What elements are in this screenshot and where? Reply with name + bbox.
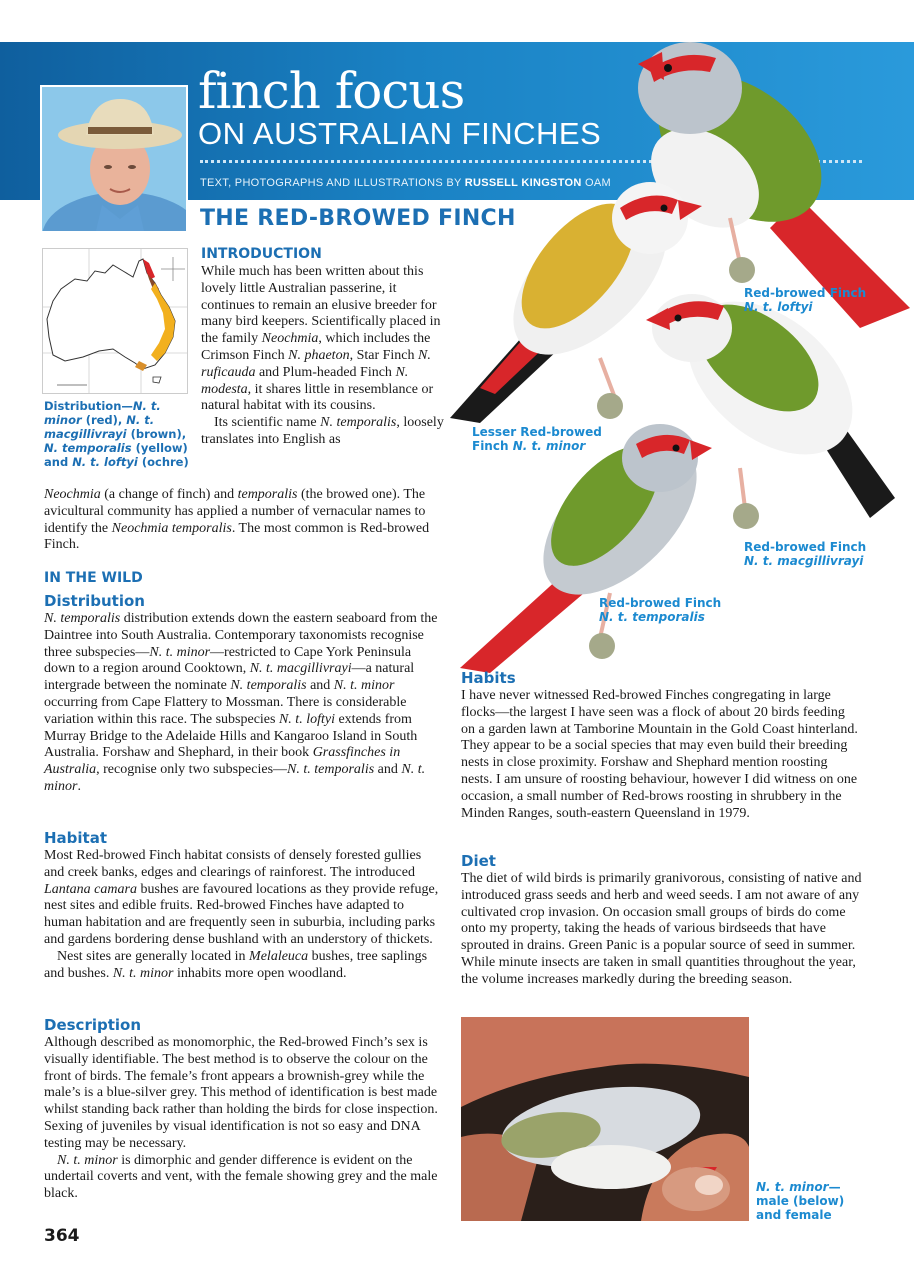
caption-macgillivrayi xyxy=(744,540,904,568)
hand-held-finch-photo xyxy=(461,1017,749,1221)
article-title: THE RED-BROWED FINCH xyxy=(200,206,516,231)
distribution-text: N. temporalis distribution extends down the eastern seaboard from the Daintree into South Australia. Contemporary taxonomists recognise three subspecies—N. t. minor—restricted to Cape York Peninsula down to a region around Cooktown, N. t. macgillivrayi—a natural intergrade between the nominate N. temporalis and N. t. minor occurring from Cape Flattery to Mossman. There is considerable variation within this race. The subspecies N. t. loftyi extends from Murray Bridge to the Adelaide Hills and Kangaroo Island in South Australia. Forshaw and Shephard, in their book Grassfinches in Australia, recognise only two subspecies—N. t. temporalis and N. t. minor. xyxy=(44,611,438,794)
caption-minor-sci: N. t. minor xyxy=(512,439,586,453)
habits-text: I have never witnessed Red-browed Finches congregating in large flocks—the largest I have seen was a flock of about 20 birds feeding on a garden lawn at Tamborine Mountain in the Gold Coast hinterland. They appear to be a social species that may even build their breeding nests in close proximity. Forshaw and Shephard mention roosting nests. I am unsure of roosting behaviour, however I did witness on one occasion, a small number of Red-brows roosting in shrubbery in the Minden Ranges, south-eastern Queensland in 1979. xyxy=(461,688,858,821)
map-caption xyxy=(44,399,194,469)
author-photo xyxy=(40,85,188,233)
introduction-text-top: While much has been written about this lovely little Australian passerine, it continues to remain an elusive breeder for many bird keepers. Scientifically placed in the family Neochmia, which includes the Crimson Finch N. phaeton, Star Finch N. ruficauda and Plum-headed Finch N. modesta, it shares little in resemblance or natural habitat with its cousins. Its scientific name N. temporalis, loosely translates into English as xyxy=(201,264,444,447)
distribution-map xyxy=(42,248,188,394)
photo-caption xyxy=(756,1180,866,1222)
caption-temporalis-sci: N. t. temporalis xyxy=(599,610,705,624)
map-caption-loftyi: N. t. loftyi xyxy=(72,455,138,469)
description-text: Although described as monomorphic, the Red-browed Finch’s sex is visually identifiable. The best method is to observe the colour on the front of birds. The female’s front appears a brownish-grey while the male’s is a blue-silver grey. This method of identification is best made whilst standing back rather than holding the birds for close inspection. Sexing of juveniles by visual identification is not so easy and DNA testing may be necessary. N. t. minor is dimorphic and gender difference is evident on the undertail coverts and vent, with the female showing grey and the male black. xyxy=(44,1035,438,1202)
diet-text: The diet of wild birds is primarily granivorous, consisting of native and introduced grass seeds and herb and weed seeds. I am not aware of any cultivated crop invasion. On occasion small groups of birds do come onto my property, taking the heads of various birdseeds that have sprouted in drains. Green Panic is a popular source of seed in summer. While minute insects are taken in small quantities throughout the year, the volume increases markedly during the breeding season. xyxy=(461,871,862,987)
caption-temporalis-name: Red-browed Finch xyxy=(599,596,722,610)
in-the-wild-heading: IN THE WILD xyxy=(44,570,143,586)
caption-loftyi-sci: N. t. loftyi xyxy=(744,300,813,314)
habitat-text: Most Red-browed Finch habitat consists of densely forested gullies and creek banks, edges and clearings of rainforest. The introduced Lantana camara bushes are favoured locations as they provide refuge, nest sites and edible fruits. Red-browed Finches have adapted to human habitation and are frequently seen in suburbia, including parks and gardens bordering dense bushland with an understory of thickets. Nest sites are generally located in Melaleuca bushes, tree saplings and bushes. N. t. minor inhabits more open woodland. xyxy=(44,848,439,981)
caption-macgillivrayi-sci: N. t. macgillivrayi xyxy=(744,554,864,568)
bird-minor xyxy=(450,174,702,423)
map-caption-macgillivrayi-color: (brown), xyxy=(126,427,187,441)
caption-loftyi xyxy=(744,286,904,314)
map-caption-macgillivrayi: N. t. macgillivrayi xyxy=(44,413,155,441)
habits-heading: Habits xyxy=(461,669,516,687)
map-caption-temporalis: N. temporalis xyxy=(44,441,132,455)
credit-prefix: TEXT, PHOTOGRAPHS AND ILLUSTRATIONS BY xyxy=(200,177,462,189)
caption-minor-name: Lesser Red-browed Finch xyxy=(472,425,602,453)
diet-heading: Diet xyxy=(461,852,496,870)
map-caption-prefix: Distribution— xyxy=(44,399,133,413)
map-caption-minor: N. t. minor xyxy=(44,399,161,427)
magazine-section-title: finch focus xyxy=(198,62,465,120)
map-caption-minor-color: (red), xyxy=(81,413,127,427)
page-number: 364 xyxy=(44,1226,80,1246)
photo-caption-sci: N. t. minor xyxy=(756,1180,829,1194)
caption-loftyi-name: Red-browed Finch xyxy=(744,286,867,300)
habitat-heading: Habitat xyxy=(44,829,108,847)
magazine-section-subtitle: ON AUSTRALIAN FINCHES xyxy=(198,116,602,151)
credit-suffix: OAM xyxy=(584,177,611,189)
introduction-heading: INTRODUCTION xyxy=(201,246,322,262)
map-caption-loftyi-color: (ochre) xyxy=(137,455,189,469)
photo-caption-rest: — male (below) and female xyxy=(756,1180,845,1222)
description-heading: Description xyxy=(44,1016,142,1034)
credit-name: RUSSELL KINGSTON xyxy=(464,177,582,189)
introduction-text-bottom: Neochmia (a change of finch) and temporalis (the browed one). The avicultural community has applied a number of vernacular names to identify the Neochmia temporalis. The most common is Red-browed Finch. xyxy=(44,487,430,553)
caption-macgillivrayi-name: Red-browed Finch xyxy=(744,540,867,554)
caption-temporalis xyxy=(599,596,759,624)
distribution-heading: Distribution xyxy=(44,592,145,610)
map-caption-temporalis-color: (yellow) and xyxy=(44,441,188,469)
finch-illustrations xyxy=(440,28,914,678)
caption-minor xyxy=(472,425,612,453)
